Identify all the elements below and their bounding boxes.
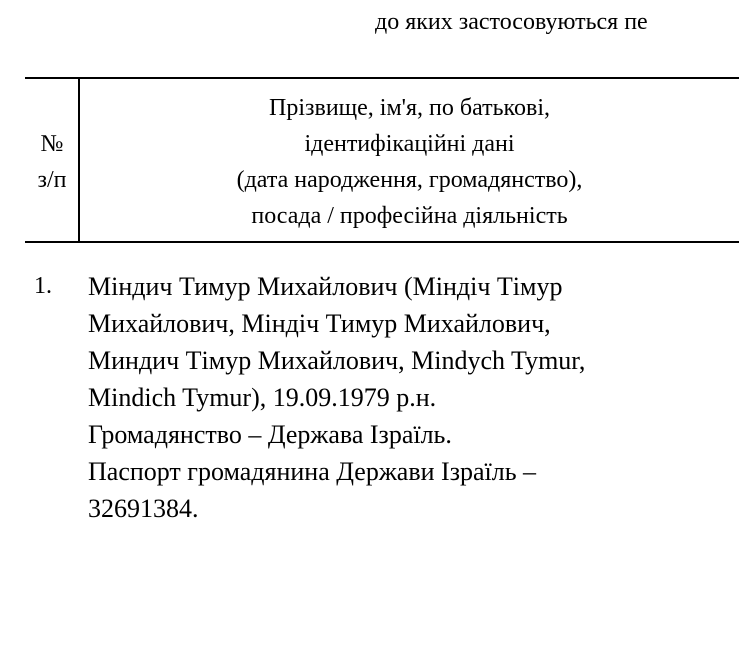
row-detail-line: Громадянство – Держава Ізраїль. — [88, 420, 452, 449]
header-number-column — [25, 126, 79, 198]
header-number-line: з/п — [37, 167, 67, 193]
header-name-line: посада / професійна діяльність — [251, 203, 568, 229]
header-name-line: (дата народження, громадянство), — [236, 167, 583, 193]
header-name-column — [80, 90, 739, 234]
top-text-fragment: до яких застосовуються пе — [375, 9, 648, 35]
row-detail-line: Mindich Tymur), 19.09.1979 р.н. — [88, 383, 437, 412]
table-header-bottom-border — [25, 241, 739, 243]
table-row-details — [88, 268, 728, 527]
row-number: 1. — [34, 273, 52, 299]
row-detail-line: 32691384. — [88, 494, 199, 523]
header-number-line: № — [40, 131, 64, 157]
row-detail-line: Михайлович, Міндіч Тимур Михайлович, — [88, 309, 551, 338]
row-detail-line: Паспорт громадянина Держави Ізраїль – — [88, 457, 537, 486]
table-top-border — [25, 77, 739, 79]
row-detail-line: Миндич Тімур Михайлович, Mindych Tymur, — [88, 346, 586, 375]
row-detail-line: Міндич Тимур Михайлович (Міндіч Тімур — [88, 272, 563, 301]
header-name-line: ідентифікаційні дані — [304, 131, 515, 157]
header-name-line: Прізвище, ім'я, по батькові, — [269, 95, 550, 121]
